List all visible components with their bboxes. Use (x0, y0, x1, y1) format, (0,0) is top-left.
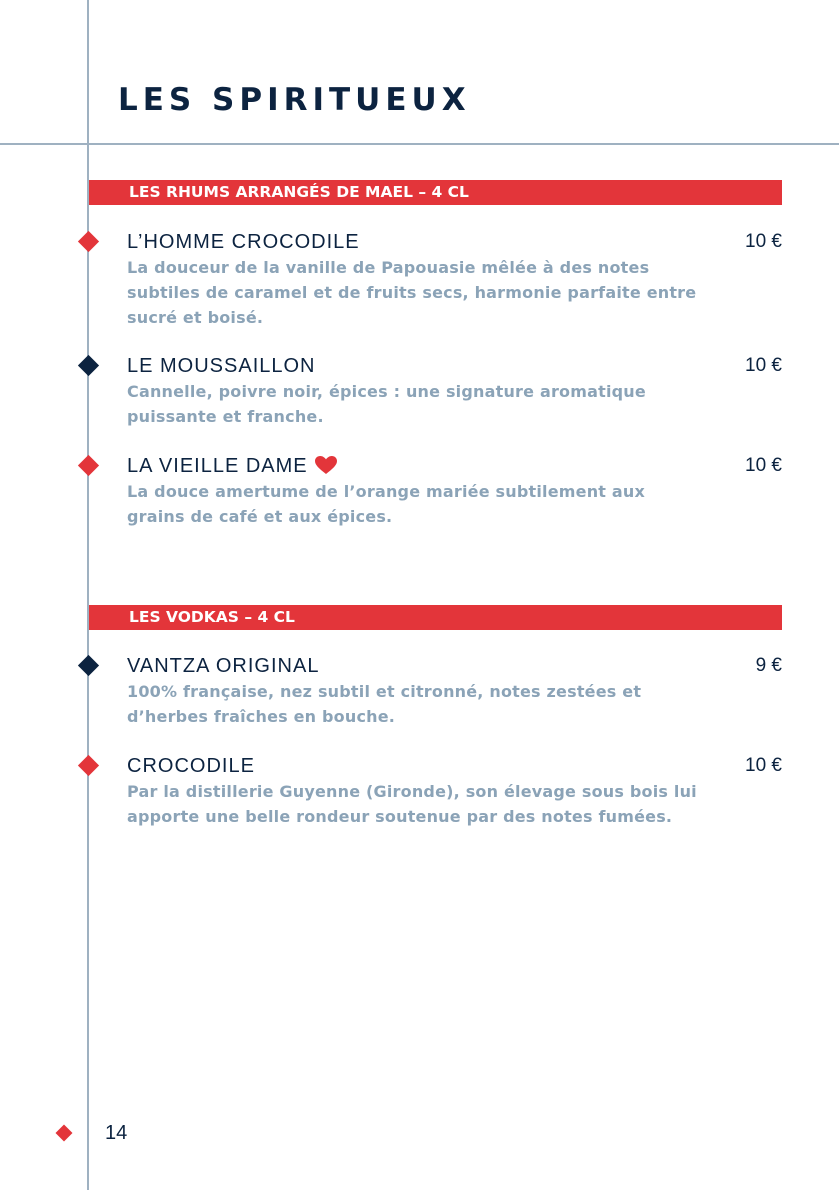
menu-item-vantza-original (127, 654, 782, 729)
diamond-bullet-icon (56, 1125, 73, 1142)
menu-item-moussaillon (127, 354, 782, 429)
page-title: LES SPIRITUEUX (118, 82, 471, 118)
header-rule (0, 143, 839, 145)
item-price: 9 € (755, 655, 782, 676)
section-title: LES RHUMS ARRANGÉS DE MAEL – 4 CL (129, 183, 469, 201)
item-description: 100% française, nez subtil et citronné, notes zestées et d’herbes fraîches en bouche. (127, 682, 642, 726)
section-title: LES VODKAS – 4 CL (129, 608, 295, 626)
item-description: Cannelle, poivre noir, épices : une signature aromatique puissante et franche. (127, 382, 646, 426)
item-price: 10 € (745, 355, 782, 376)
menu-item-crocodile (127, 754, 782, 829)
diamond-bullet-icon (78, 355, 99, 376)
diamond-bullet-icon (78, 231, 99, 252)
menu-item-homme-crocodile (127, 230, 782, 330)
diamond-bullet-icon (78, 755, 99, 776)
item-name-row (127, 454, 782, 478)
item-price: 10 € (745, 755, 782, 776)
item-price: 10 € (745, 455, 782, 476)
item-description: Par la distillerie Guyenne (Gironde), son élevage sous bois lui apporte une belle rondeur soutenue par des notes fumées. (127, 782, 697, 826)
item-description: La douce amertume de l’orange mariée subtilement aux grains de café et aux épices. (127, 482, 646, 526)
menu-item-vieille-dame (127, 454, 782, 529)
item-price: 10 € (745, 231, 782, 252)
vertical-rule (87, 0, 89, 1190)
page-number: 14 (105, 1122, 128, 1144)
item-description: La douceur de la vanille de Papouasie mêlée à des notes subtiles de caramel et de fruits secs, harmonie parfaite entre sucré et boisé. (127, 258, 697, 327)
section-header-vodkas (89, 605, 782, 630)
item-name: VANTZA ORIGINAL (127, 655, 320, 677)
item-name: CROCODILE (127, 755, 255, 777)
heart-icon (314, 455, 338, 475)
item-name: LA VIEILLE DAME (127, 455, 308, 477)
item-name: L’HOMME CROCODILE (127, 231, 360, 253)
section-header-rhums (89, 180, 782, 205)
item-name: LE MOUSSAILLON (127, 355, 316, 377)
diamond-bullet-icon (78, 655, 99, 676)
diamond-bullet-icon (78, 455, 99, 476)
